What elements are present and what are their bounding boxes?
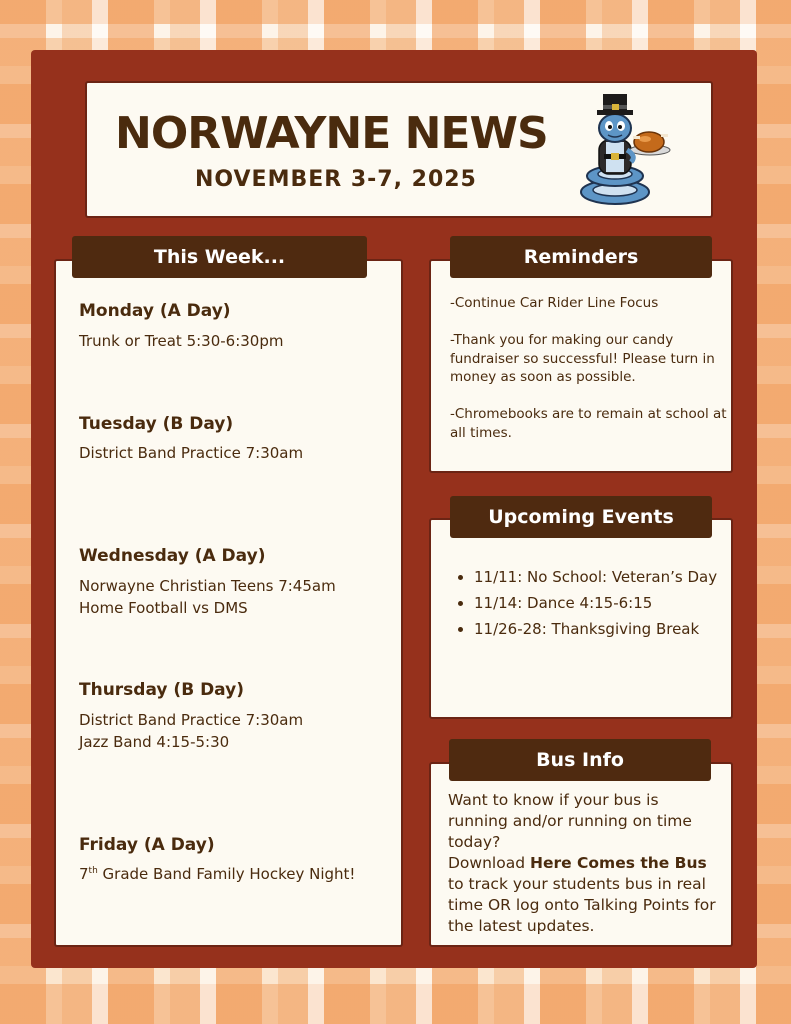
wednesday-heading: Wednesday (A Day) [79,546,266,566]
reminders-tab: Reminders [450,236,712,278]
friday-event [79,865,355,883]
bus-app-name: Here Comes the Bus [529,854,707,872]
list-item: • 11/14: Dance 4:15-6:15 [474,594,717,613]
reminder-item: -Thank you for making our candy fundraiser so successful! Please turn in money as soon as possible. [450,332,715,385]
tuesday-event: District Band Practice 7:30am [79,444,304,462]
thursday-event-2: Jazz Band 4:15-5:30 [79,733,230,751]
list-item: • 11/11: No School: Veteran’s Day [474,568,717,587]
list-item: • 11/26-28: Thanksgiving Break [474,620,717,639]
bus-info-tab: Bus Info [449,739,711,781]
friday-heading: Friday (A Day) [79,835,215,855]
bus-info-download: Download [448,854,530,872]
bus-info-text [448,790,723,937]
friday-event-text: Grade Band Family Hockey Night! [97,865,356,883]
friday-event-suffix: th [88,866,98,876]
newsletter-date: NOVEMBER 3-7, 2025 [195,167,477,192]
monday-event: Trunk or Treat 5:30-6:30pm [79,332,284,350]
thursday-heading: Thursday (B Day) [79,680,244,700]
upcoming-events-list [452,568,717,646]
wednesday-event-1: Norwayne Christian Teens 7:45am [79,577,336,595]
bus-info-rest: to track your students bus in real time OR log onto Talking Points for the latest updates. [448,875,716,935]
this-week-tab: This Week... [72,236,367,278]
bus-info-intro: Want to know if your bus is running and/or running on time today? [448,791,692,851]
upcoming-events-tab: Upcoming Events [450,496,712,538]
thursday-event-1: District Band Practice 7:30am [79,711,304,729]
pilgrim-snake-with-turkey-icon [575,90,675,208]
monday-heading: Monday (A Day) [79,301,231,321]
tuesday-heading: Tuesday (B Day) [79,414,234,434]
wednesday-event-2: Home Football vs DMS [79,599,248,617]
friday-event-number: 7 [79,865,89,883]
reminder-item: -Chromebooks are to remain at school at all times. [450,406,727,441]
reminder-item: -Continue Car Rider Line Focus [450,295,659,311]
newsletter-title: NORWAYNE NEWS [115,108,548,159]
